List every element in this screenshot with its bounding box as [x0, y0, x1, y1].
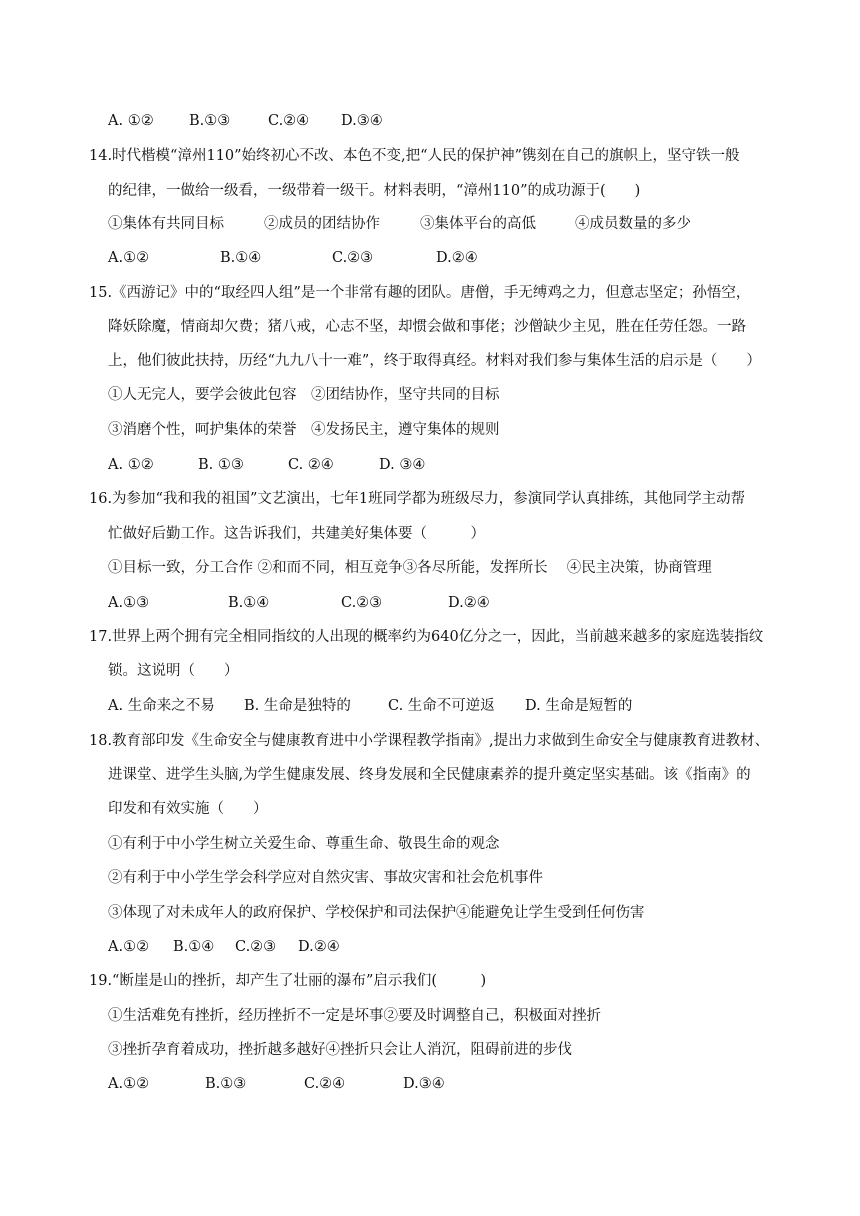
option-b: B. ①③ [198, 457, 244, 473]
q15-stem-line-3: 上，他们彼此扶持，历经“九九八十一难”，终于取得真经。材料对我们参与集体生活的启示是（ ） [108, 353, 761, 369]
option-c: C.②③ [332, 250, 374, 266]
q18-stem-line-3: 印发和有效实施（ ） [108, 801, 268, 817]
q19-choice-line-1: ①生活难免有挫折，经历挫折不一定是坏事②要及时调整自己，积极面对挫折 [108, 1008, 601, 1024]
option-a: A. 生命来之不易 [108, 698, 215, 714]
q14-choices [108, 214, 691, 234]
q17-stem-line-1: 17.世界上两个拥有完全相同指纹的人出现的概率约为640亿分之一，因此，当前越来越多的家庭选装指纹 [89, 629, 764, 645]
option-d: D. ③④ [379, 457, 426, 473]
option-a: A.①③ [108, 595, 150, 611]
option-d: D.③④ [341, 113, 383, 129]
option-b: B.①③ [189, 113, 231, 129]
option-d: D. 生命是短暂的 [525, 698, 633, 714]
option-c: C.②③ [341, 595, 383, 611]
option-d: D.②④ [448, 595, 490, 611]
option-d: D.③④ [403, 1076, 445, 1092]
q19-choice-line-2: ③挫折孕育着成功，挫折越多越好④挫折只会让人消沉，阻碍前进的步伐 [108, 1042, 572, 1058]
choice-2: ②成员的团结协作 [264, 216, 380, 232]
q15-options [108, 455, 425, 475]
option-b: B.①④ [228, 595, 270, 611]
option-c: C. 生命不可逆返 [388, 698, 495, 714]
q18-choice-2: ②有利于中小学生学会科学应对自然灾害、事故灾害和社会危机事件 [108, 870, 543, 886]
q16-options [108, 593, 490, 613]
q15-stem-line-1: 15.《西游记》中的“取经四人组”是一个非常有趣的团队。唐僧，手无缚鸡之力，但意志坚定；孙悟空， [89, 285, 751, 301]
q19-stem: 19.“断崖是山的挫折，却产生了壮丽的瀑布”启示我们( ) [89, 973, 487, 989]
q14-stem-line-1: 14.时代楷模“漳州110”始终初心不改、本色不变,把“人民的保护神”镌刻在自己的旗帜上，坚守铁一般 [89, 148, 740, 164]
q18-choice-1: ①有利于中小学生树立关爱生命、尊重生命、敬畏生命的观念 [108, 836, 500, 852]
option-d: D.②④ [436, 250, 478, 266]
option-b: B.①③ [205, 1076, 247, 1092]
q17-stem-line-2: 锁。这说明（ ） [108, 663, 239, 679]
option-d: D.②④ [298, 939, 340, 955]
q19-options [108, 1074, 445, 1094]
q16-stem-line-2: 忙做好后勤工作。这告诉我们，共建美好集体要（ ） [108, 526, 485, 542]
q14-stem-line-2: 的纪律，一做给一级看，一级带着一级干。材料表明，“漳州110”的成功源于( ) [108, 183, 641, 199]
option-c: C. ②④ [288, 457, 334, 473]
q14-options [108, 248, 478, 268]
q16-stem-line-1: 16.为参加“我和我的祖国”文艺演出，七年1班同学都为班级尽力，参演同学认真排练，其他同学主动帮 [89, 491, 746, 507]
q18-stem-line-1: 18.教育部印发《生命安全与健康教育进中小学课程教学指南》,提出力求做到生命安全与健康教育进教材、 [89, 733, 770, 749]
choice-1: ①集体有共同目标 [108, 216, 224, 232]
option-a: A.①② [108, 939, 150, 955]
option-b: B.①④ [220, 250, 262, 266]
q17-options [108, 696, 632, 716]
option-b: B.①④ [173, 939, 215, 955]
option-a: A.①② [108, 250, 150, 266]
q15-choice-line-1: ①人无完人，要学会彼此包容 ②团结协作，坚守共同的目标 [108, 387, 500, 403]
q15-choice-line-2: ③消磨个性，呵护集体的荣誉 ④发扬民主，遵守集体的规则 [108, 422, 500, 438]
option-b: B. 生命是独特的 [244, 698, 351, 714]
option-c: C.②④ [268, 113, 310, 129]
option-c: C.②③ [235, 939, 277, 955]
option-a: A. ①② [108, 457, 154, 473]
choice-4: ④成员数量的多少 [575, 216, 691, 232]
q18-stem-line-2: 进课堂、进学生头脑,为学生健康发展、终身发展和全民健康素养的提升奠定坚实基础。该《指南》的 [108, 767, 751, 783]
q13-options [108, 111, 383, 131]
option-a: A. ①② [108, 113, 154, 129]
q18-choice-3: ③体现了对未成年人的政府保护、学校保护和司法保护④能避免让学生受到任何伤害 [108, 905, 645, 921]
q16-choice-line: ①目标一致，分工合作 ②和而不同，相互竞争③各尽所能，发挥所长 ④民主决策，协商管理 [108, 560, 712, 576]
choice-3: ③集体平台的高低 [420, 216, 536, 232]
q18-options [108, 937, 340, 957]
option-c: C.②④ [304, 1076, 346, 1092]
option-a: A.①② [108, 1076, 150, 1092]
q15-stem-line-2: 降妖除魔，情商却欠费；猪八戒，心志不坚，却惯会做和事佬；沙僧缺少主见，胜在任劳任怨。一路 [108, 319, 746, 335]
